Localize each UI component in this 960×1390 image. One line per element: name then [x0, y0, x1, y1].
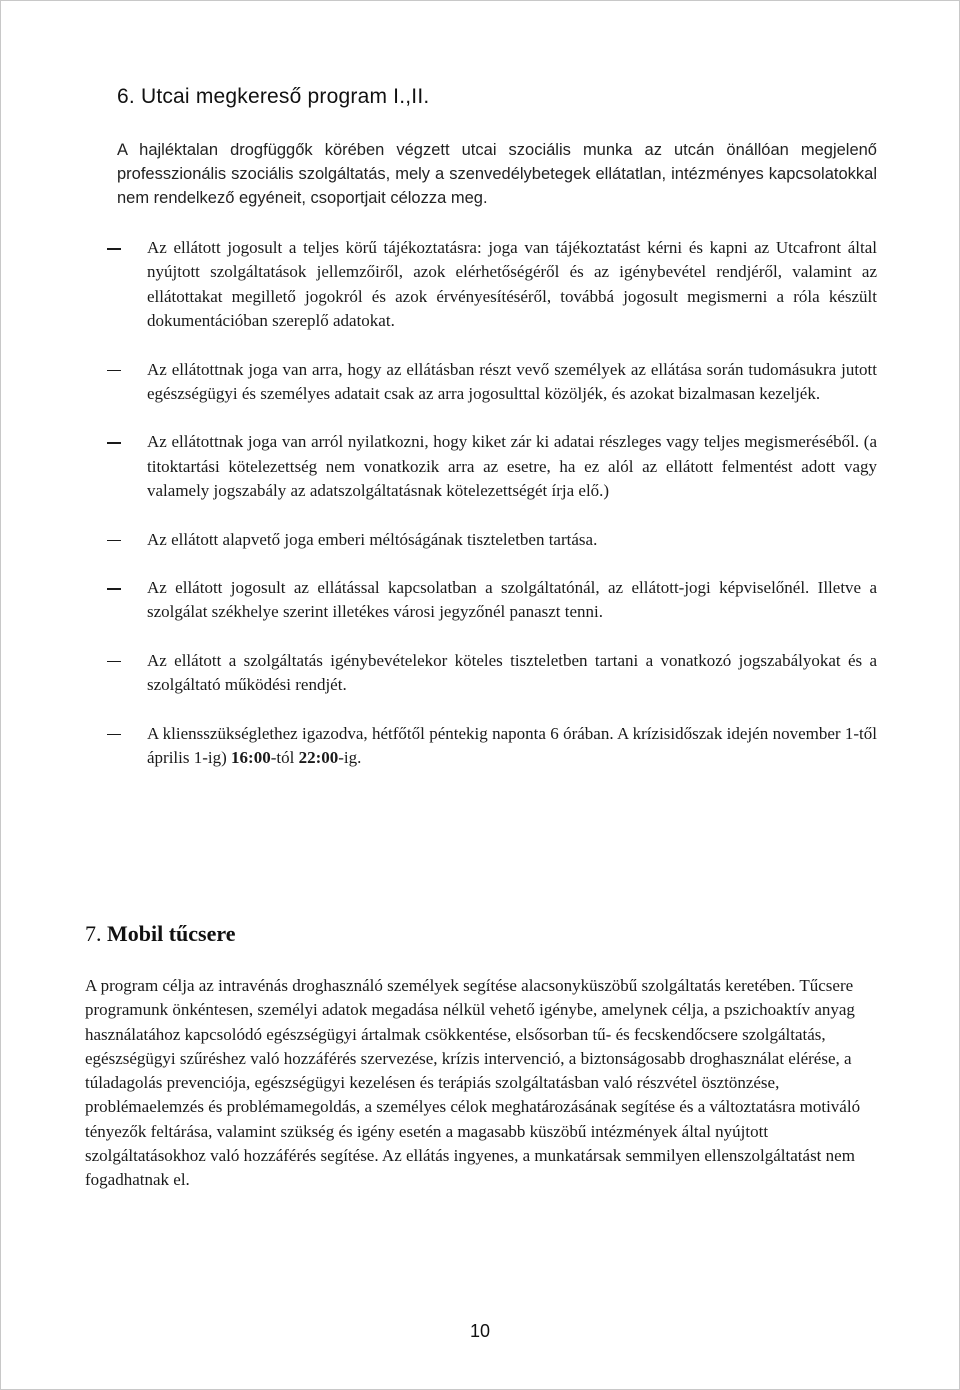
rights-item — [105, 528, 877, 552]
section-6-intro: A hajléktalan drogfüggők körében végzett utcai szociális munka az utcán önállóan megjelenő professzionális szociális szolgáltatás, mely a szenvedélybetegek ellátatlan, intézményes kapcsolatokkal nem rendelkező egyéneit, csoportjait célozza meg. — [117, 141, 877, 207]
section-7-title: Mobil tűcsere — [107, 921, 236, 946]
rights-item — [105, 576, 877, 625]
dash-bullet-icon — [107, 588, 121, 590]
dash-bullet-icon — [107, 661, 121, 663]
dash-bullet-icon — [107, 540, 121, 542]
opening-hours-middle: -tól — [270, 748, 299, 768]
rights-item-text: Az ellátott jogosult az ellátással kapcsolatban a szolgáltatónál, az ellátott-jogi képviselőnél. Illetve a szolgálat székhelye szerint illetékes városi jegyzőnél panaszt tenni. — [147, 578, 877, 622]
rights-item — [105, 236, 877, 334]
rights-item-text: Az ellátott alapvető joga emberi méltóságának tiszteletben tartása. — [147, 529, 598, 549]
page-number: 10 — [469, 1321, 491, 1341]
rights-item-text: Az ellátott a szolgáltatás igénybevételekor köteles tiszteletben tartani a vonatkozó jogszabályokat és a szolgáltató működési rendjét. — [147, 650, 877, 695]
opening-hours-end: 22:00 — [298, 748, 339, 768]
opening-hours-after: -ig. — [338, 748, 362, 768]
rights-item — [105, 358, 877, 407]
rights-item-text: Az ellátott jogosult a teljes körű tájékoztatásra: joga van tájékoztatást kérni és kapni az Utcafront által nyújtott szolgáltatások jellemzőiről, azok elérhetőségéről és az igénybevétel rendjéről, valamint az ellátottakat megillető jogokról és azok érvényesítéséről, továbbá jogosult megismerni a róla készült dokumentációban szereplő adatokat. — [147, 238, 877, 331]
rights-item — [105, 649, 877, 698]
rights-item-text: Az ellátottnak joga van arra, hogy az ellátásban részt vevő személyek az ellátása során tudomásukra jutott egészségügyi és személyes adatait csak az arra jogosulttal közöljék, és azokat bizalmasan kezeljék. — [147, 359, 877, 404]
section-7-number: 7. — [85, 921, 102, 946]
rights-item — [105, 430, 877, 503]
dash-bullet-icon — [107, 442, 121, 444]
opening-hours-item — [105, 722, 877, 771]
dash-bullet-icon — [107, 734, 121, 736]
rights-list — [105, 236, 877, 795]
section-7-heading — [85, 921, 236, 947]
section-6-heading: 6. Utcai megkereső program I.,II. — [117, 85, 430, 108]
dash-bullet-icon — [107, 248, 121, 250]
rights-item-text: Az ellátottnak joga van arról nyilatkozni, hogy kiket zár ki adatai részleges vagy teljes megismeréséből. (a titoktartási kötelezettség nem vonatkozik arra az esetre, ha ez alól az ellátott felmentést adott vagy valamely jogszabály az adatszolgáltatásnak kötelezettségét írja elő.) — [147, 432, 877, 501]
opening-hours-start: 16:00 — [231, 748, 271, 768]
section-7-paragraph: A program célja az intravénás droghasználó személyek segítése alacsonyküszöbű szolgáltatás keretében. Tűcsere programunk önkéntesen, személyi adatok megadása nélkül vehető igénybe, amelynek célja, a pszichoaktív anyag használatához kapcsolódó egészségügyi ártalmak csökkentése, elsősorban tű- és fecskendőcsere szolgáltatás, egészségügyi szűréshez való hozzáférés szervezése, krízis intervenció, a biztonságosabb droghasználat elérése, a túladagolás prevenciója, egészségügyi kezelésen és terápiás szolgáltatásban való részvétel ösztönzése, problémaelemzés és problémamegoldás, a személyes célok meghatározásának segítése és a változtatásra motiváló tényezők feltárása, valamint szükség és igény esetén a magasabb küszöbű intézmények által nyújtott szolgáltatásokhoz való hozzáférés segítése. Az ellátás ingyenes, a munkatársak semmilyen ellenszolgáltatást nem fogadhatnak el. — [85, 976, 861, 1190]
opening-hours-text: A kliensszükséglethez igazodva, hétfőtől péntekig naponta 6 órában. A krízisidőszak idején november 1-től április 1-ig) — [147, 723, 877, 768]
dash-bullet-icon — [107, 370, 121, 372]
